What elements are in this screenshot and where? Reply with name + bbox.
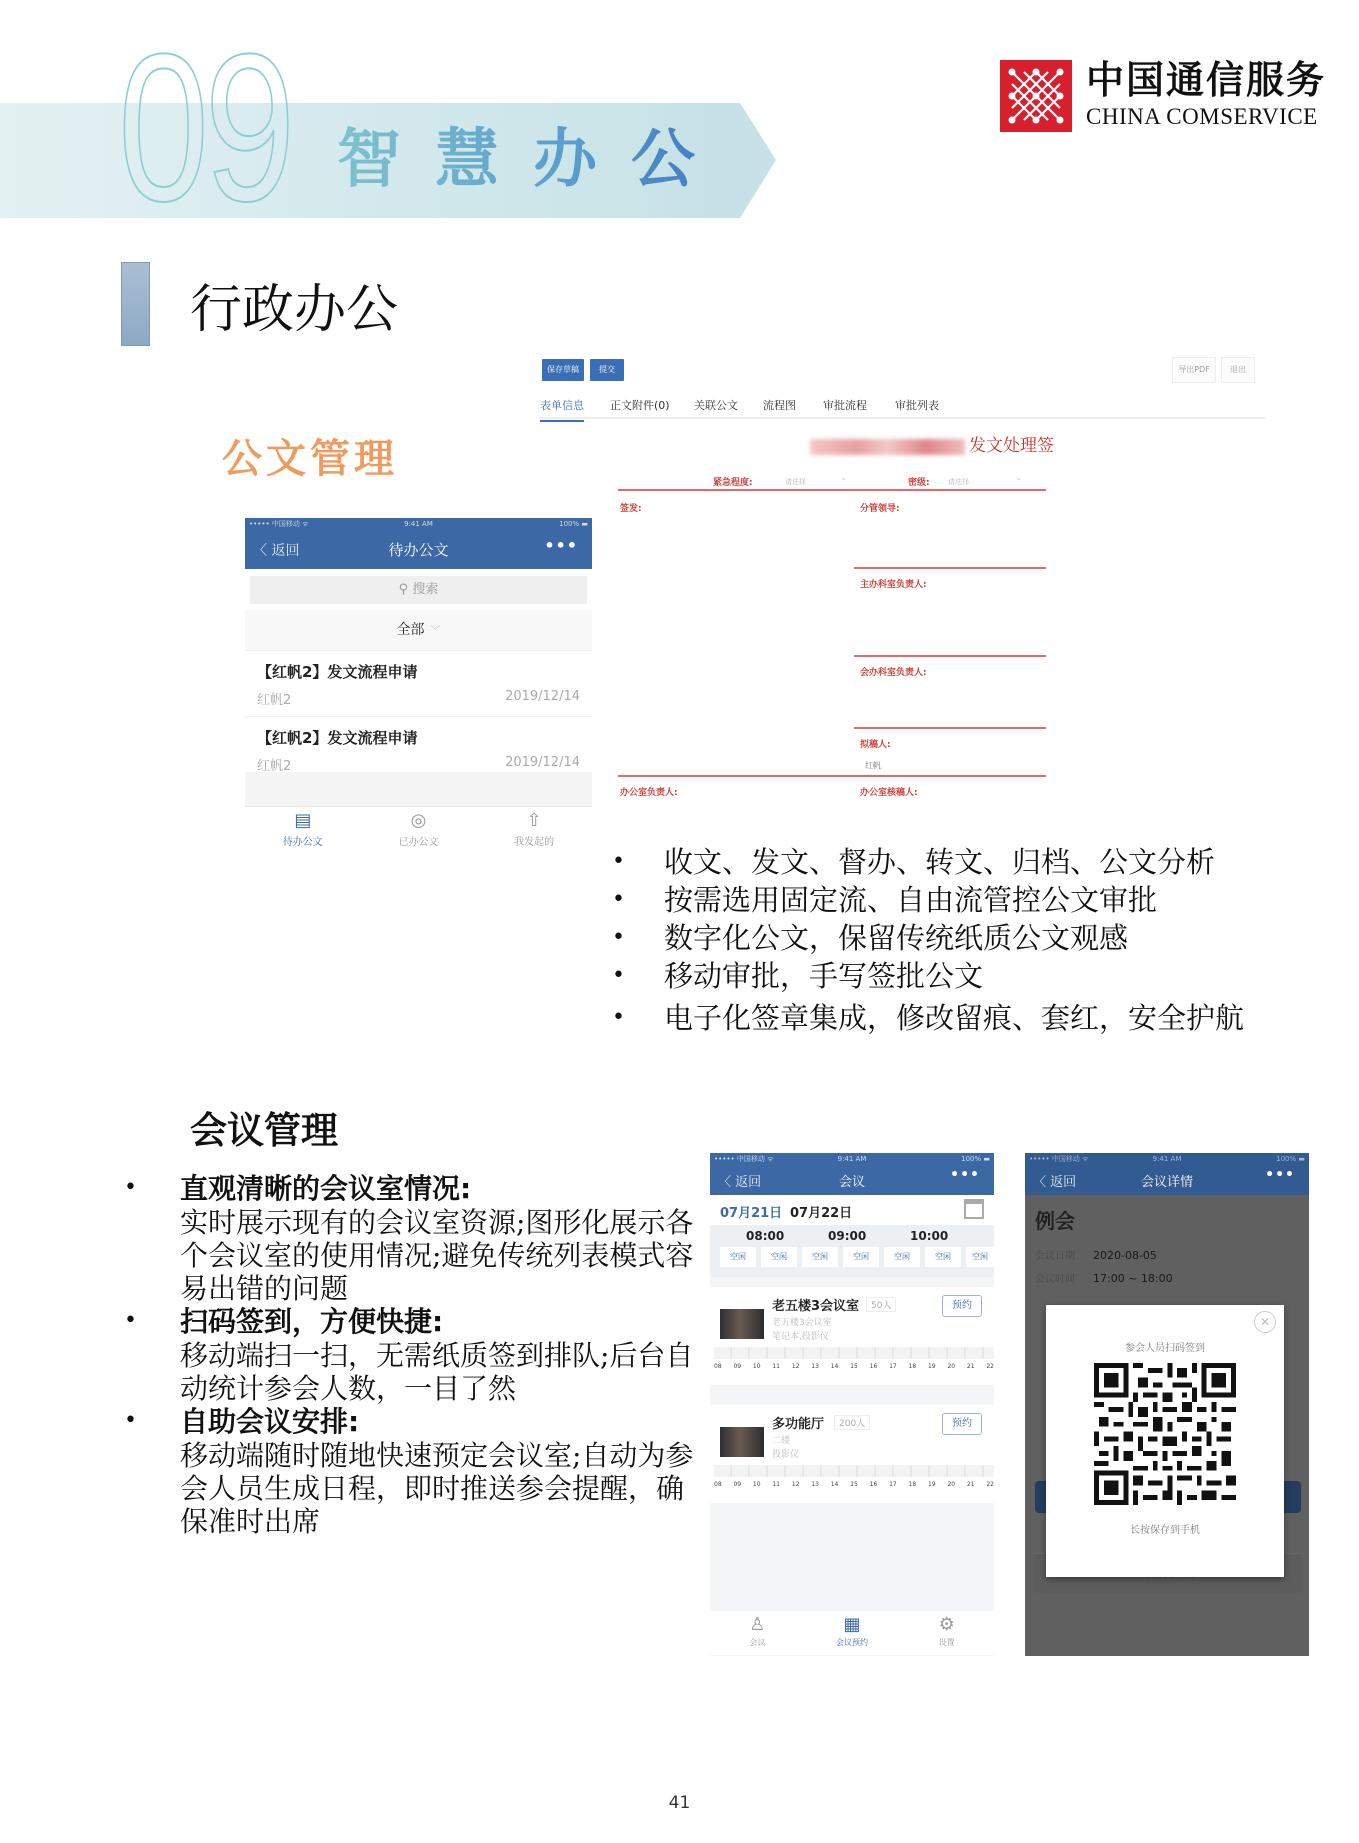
list-item[interactable]: 【红帆2】发文流程申请 红帆2 2019/12/14	[245, 650, 592, 716]
tab-approval-flow[interactable]: 审批流程	[823, 399, 867, 412]
time-slot[interactable]: 空闲	[843, 1247, 879, 1267]
form-tabs	[540, 391, 1265, 419]
room-card[interactable]: 老五楼3会议室 50人 老五楼3会议室 笔记本,投影仪 预约 08 09 10 11 12 13 14 15 16 17 18 19 20 21 22	[710, 1287, 994, 1385]
date-tab[interactable]: 07月22日	[790, 1206, 853, 1221]
filter-dropdown[interactable]: 全部 ﹀	[245, 610, 592, 650]
capacity-badge: 200人	[834, 1415, 870, 1430]
meeting-date-row: 会议日期 2020-08-05	[1035, 1249, 1157, 1262]
section-accent-bar	[121, 262, 150, 346]
logo-chinese-name: 中国通信服务	[1086, 57, 1327, 102]
feature-item: • 按需选用固定流、自由流管控公文审批	[612, 881, 1244, 919]
more-icon[interactable]: •••	[950, 1167, 980, 1183]
more-icon[interactable]: •••	[544, 536, 578, 555]
user-icon: ♙	[749, 1614, 766, 1635]
nav-bar	[710, 1165, 994, 1195]
web-form-screenshot	[540, 355, 1265, 810]
back-button[interactable]: 〈 返回	[718, 1175, 762, 1190]
mobile-meeting-detail-screenshot	[1025, 1153, 1309, 1656]
capacity-badge: 50人	[866, 1297, 896, 1312]
time-slot[interactable]: 空闲	[966, 1247, 994, 1267]
time-slot[interactable]: 空闲	[884, 1247, 920, 1267]
page-title: 行政办公	[190, 280, 399, 340]
book-button[interactable]: 预约	[942, 1413, 982, 1435]
office-head-label: 办公室负责人:	[620, 788, 678, 798]
meeting-mgmt-title: 会议管理	[190, 1109, 338, 1152]
calendar-icon[interactable]	[964, 1199, 984, 1219]
chevron-down-icon: ⌄	[840, 473, 848, 483]
meeting-features-list	[124, 1172, 704, 1538]
nav-title: 会议详情	[1140, 1175, 1193, 1190]
check-circle-icon: ◎	[410, 810, 427, 831]
tab-attachments[interactable]: 正文附件(0)	[610, 399, 670, 412]
tab-approval-list[interactable]: 审批列表	[895, 399, 939, 412]
pending-doc-icon: ▤	[294, 810, 312, 831]
time-slot[interactable]: 空闲	[802, 1247, 838, 1267]
room-photo	[720, 1427, 764, 1457]
form-divider	[854, 655, 1046, 657]
feature-item: • 直观清晰的会议室情况: 实时展示现有的会议室资源;图形化展示各个会议室的使用情况;避免传统列表模式容易出错的问题	[124, 1172, 704, 1305]
china-comservice-logo-icon	[1000, 60, 1072, 132]
mobile-meeting-rooms-screenshot	[710, 1153, 994, 1656]
search-input[interactable]: ⚲ 搜索	[250, 576, 587, 604]
feature-item: • 收文、发文、督办、转文、归档、公文分析	[612, 843, 1244, 881]
qr-code-icon[interactable]	[1094, 1363, 1236, 1505]
urgency-select[interactable]: 请选择	[785, 478, 806, 486]
tab-meeting-booking[interactable]: ▦ 会议预约	[805, 1613, 900, 1648]
submit-button[interactable]: 提交	[590, 359, 624, 381]
feature-item: • 自助会议安排: 移动端随时随地快速预定会议室;自动为参会人员生成日程，即时推送参会提醒，确保准时出席	[124, 1405, 704, 1538]
gear-icon: ⚙	[938, 1614, 955, 1635]
nav-bar	[1025, 1165, 1309, 1195]
form-divider	[618, 489, 1046, 491]
mobile-pending-docs-screenshot	[245, 518, 592, 848]
time-slot[interactable]: 空闲	[761, 1247, 797, 1267]
feature-item: • 移动审批，手写签批公文	[612, 957, 1244, 995]
close-icon[interactable]: ✕	[1254, 1311, 1276, 1333]
date-selector	[710, 1195, 994, 1225]
urgency-label: 紧急程度:	[713, 478, 753, 488]
nav-title: 待办公文	[388, 541, 449, 559]
drafter-label: 拟稿人:	[860, 740, 891, 750]
back-button[interactable]: 〈 返回	[1033, 1175, 1077, 1190]
usage-timeline	[714, 1465, 994, 1477]
tab-flowchart[interactable]: 流程图	[763, 399, 796, 412]
upload-arrow-icon: ⇧	[526, 810, 542, 831]
banner-arrow-shape	[740, 103, 776, 218]
list-item[interactable]: 【红帆2】发文流程申请 红帆2 2019/12/14	[245, 716, 592, 772]
form-title: 发文处理签	[810, 435, 1054, 457]
feature-item: • 电子化签章集成，修改留痕、套红，安全护航	[612, 999, 1244, 1037]
tab-done-docs[interactable]: ◎ 已办公文	[361, 809, 477, 848]
co-office-label: 会办科室负责人:	[860, 668, 927, 678]
doc-mgmt-title: 公文管理	[222, 436, 398, 482]
main-office-label: 主办科室负责人:	[860, 580, 927, 590]
drafter-value: 红帆	[865, 761, 881, 770]
meeting-name: 例会	[1035, 1209, 1075, 1233]
secrecy-label: 密级:	[908, 478, 930, 488]
modal-hint: 长按保存到手机	[1130, 1525, 1200, 1536]
time-slot[interactable]: 空闲	[925, 1247, 961, 1267]
back-button[interactable]: 〈 返回	[253, 543, 300, 559]
search-icon: ⚲	[398, 582, 413, 597]
secrecy-select[interactable]: 请选择	[948, 478, 969, 486]
form-divider	[854, 727, 1046, 729]
qr-checkin-modal	[1046, 1305, 1284, 1577]
tab-bar	[245, 806, 592, 850]
presentation-board-icon: ▦	[843, 1614, 861, 1635]
page-number: 41	[668, 1793, 691, 1813]
tab-pending-docs[interactable]: ▤ 待办公文	[245, 809, 361, 848]
leader-label: 分管领导:	[860, 504, 900, 514]
list-spacer	[245, 772, 592, 806]
book-button[interactable]: 预约	[942, 1295, 982, 1317]
nav-title: 会议	[838, 1175, 865, 1190]
tab-my-initiated[interactable]: ⇧ 我发起的	[476, 809, 592, 848]
tab-form-info[interactable]: 表单信息	[540, 399, 584, 412]
form-divider	[854, 567, 1046, 569]
export-pdf-button[interactable]: 导出PDF	[1172, 357, 1216, 383]
save-draft-button[interactable]: 保存草稿	[542, 359, 584, 381]
room-card[interactable]: 多功能厅 200人 二楼 投影仪 预约 08 09 10 11 12 13 14 15 16 17 18 19 20 21 22	[710, 1405, 994, 1503]
modal-caption: 参会人员扫码签到	[1125, 1343, 1205, 1354]
redacted-org-name	[810, 439, 965, 455]
hour-ticks: 08 09 10 11 12 13 14 15 16 17 18 19 20 21 22	[714, 1481, 994, 1488]
chevron-down-icon: ﹀	[430, 626, 441, 637]
status-bar: ••••• 中国移动 ᯤ 9:41 AM 100% ▬	[245, 518, 592, 530]
feature-item: • 扫码签到，方便快捷: 移动端扫一扫，无需纸质签到排队;后台自动统计参会人数，一目了然	[124, 1305, 704, 1405]
tab-related-docs[interactable]: 关联公文	[694, 399, 738, 412]
status-bar: ••••• 中国移动 ᯤ 9:41 AM 100% ▬	[710, 1153, 994, 1165]
chevron-down-icon: ⌄	[1015, 473, 1023, 483]
exit-button[interactable]: 退出	[1221, 357, 1255, 383]
hour-ticks: 08 09 10 11 12 13 14 15 16 17 18 19 20 21 22	[714, 1363, 994, 1370]
section-banner-title: 智慧办公	[337, 123, 729, 197]
tab-meetings[interactable]: ♙ 会议	[710, 1613, 805, 1648]
meeting-time-row: 会议时间 17:00 ~ 18:00	[1035, 1272, 1173, 1285]
nav-bar	[245, 530, 592, 569]
time-slot-strip: 08:00 09:00 10:00 空闲 空闲 空闲 空闲 空闲 空闲 空闲	[710, 1225, 994, 1277]
usage-timeline	[714, 1347, 994, 1359]
tab-bar	[710, 1611, 994, 1655]
sign-label: 签发:	[620, 504, 642, 514]
company-logo	[1000, 58, 1340, 134]
office-checker-label: 办公室核稿人:	[860, 788, 918, 798]
feature-item: • 数字化公文，保留传统纸质公文观感	[612, 919, 1244, 957]
logo-english-name: CHINA COMSERVICE	[1086, 104, 1318, 129]
date-tab[interactable]: 07月21日	[720, 1206, 783, 1221]
section-number: 09	[118, 10, 291, 245]
time-slot[interactable]: 空闲	[720, 1247, 756, 1267]
status-bar: ••••• 中国移动 ᯤ 9:41 AM 100% ▬	[1025, 1153, 1309, 1165]
more-icon[interactable]: •••	[1265, 1167, 1295, 1183]
form-divider	[618, 775, 1046, 777]
room-photo	[720, 1309, 764, 1339]
tab-settings[interactable]: ⚙ 设置	[899, 1613, 994, 1648]
doc-features-list	[612, 843, 1244, 1037]
